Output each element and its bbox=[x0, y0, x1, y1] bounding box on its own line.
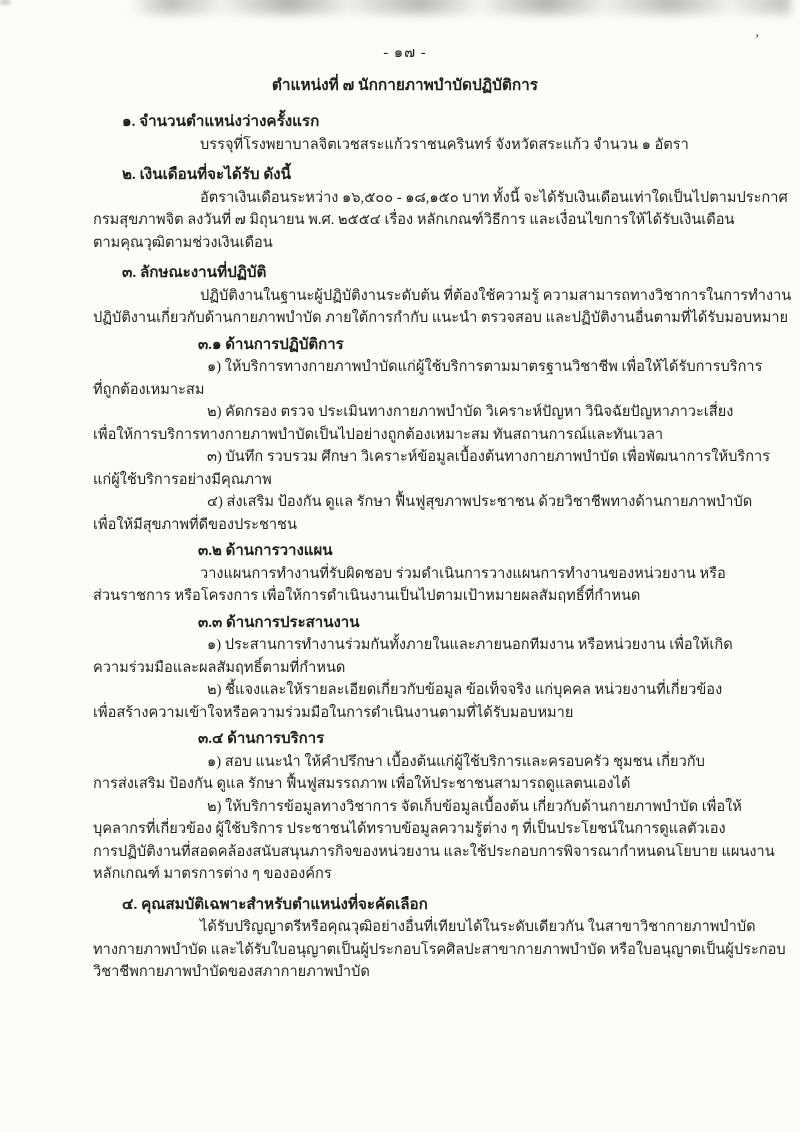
list-item-line: ๑) ประสานการทำงานร่วมกันทั้งภายในและภายนอกทีมงาน หรือหน่วยงาน เพื่อให้เกิด bbox=[207, 637, 733, 653]
text-line: แก่ผู้ใช้บริการอย่างมีคุณภาพ bbox=[93, 471, 272, 488]
text-line: ที่ถูกต้องเหมาะสม bbox=[93, 381, 205, 398]
subsection-heading: ๓.๑ ด้านการปฏิบัติการ bbox=[198, 336, 344, 353]
list-item-line: ๔) ส่งเสริม ป้องกัน ดูแล รักษา ฟื้นฟูสุขภาพประชาชน ด้วยวิชาชีพทางด้านกายภาพบำบัด bbox=[207, 494, 753, 510]
subsection-heading: ๓.๔ ด้านการบริการ bbox=[198, 731, 325, 747]
list-item-line: ๑) สอบ แนะนำ ให้คำปรึกษา เบื้องต้นแก่ผู้ใช้บริการและครอบครัว ชุมชน เกี่ยวกับ bbox=[207, 753, 705, 770]
list-item-line: ๒) ชี้แจงและให้รายละเอียดเกี่ยวกับข้อมูล ข้อเท็จจริง แก่บุคคล หน่วยงานที่เกี่ยวข้อง bbox=[207, 682, 723, 698]
page-number: - ๑๗ - bbox=[383, 45, 427, 61]
subsection-heading: ๓.๒ ด้านการวางแผน bbox=[198, 543, 333, 559]
list-item-line: ๑) ให้บริการทางกายภาพบำบัดแก่ผู้ใช้บริการตามมาตรฐานวิชาชีพ เพื่อให้ได้รับการบริการ bbox=[207, 359, 763, 375]
section-heading: ๒. เงินเดือนที่จะได้รับ ดังนี้ bbox=[122, 166, 291, 183]
scan-mark: , bbox=[754, 23, 762, 41]
text-line: ตามคุณวุฒิตามช่วงเงินเดือน bbox=[93, 234, 273, 251]
text-line: การปฏิบัติงานที่สอดคล้องสนับสนุนภารกิจของหน่วยงาน และใช้ประกอบการพิจารณากำหนดนโยบาย แผนงาน bbox=[93, 843, 775, 860]
document-body bbox=[60, 0, 792, 984]
section-heading: ๑. จำนวนตำแหน่งว่างครั้งแรก bbox=[122, 113, 320, 130]
section-heading: ๓. ลักษณะงานที่ปฏิบัติ bbox=[122, 264, 267, 281]
paragraph-line: อัตราเงินเดือนระหว่าง ๑๖,๕๐๐ - ๑๘,๑๕๐ บาท ทั้งนี้ จะได้รับเงินเดือนเท่าใดเป็นไปตามประกาศ bbox=[200, 189, 788, 206]
text-line: ทางกายภาพบำบัด และได้รับใบอนุญาตเป็นผู้ประกอบโรคศิลปะสาขากายภาพบำบัด หรือใบอนุญาตเป็นผู้ประกอบ bbox=[93, 941, 786, 958]
section-heading: ๔. คุณสมบัติเฉพาะสำหรับตำแหน่งที่จะคัดเลือก bbox=[122, 895, 428, 913]
text-line: หลักเกณฑ์ มาตรการต่าง ๆ ขององค์กร bbox=[93, 866, 332, 882]
text-line: เพื่อให้การบริการทางกายภาพบำบัดเป็นไปอย่างถูกต้องเหมาะสม ทันสถานการณ์และทันเวลา bbox=[93, 426, 664, 443]
text-line: กรมสุขภาพจิต ลงวันที่ ๗ มิถุนายน พ.ศ. ๒๕๕๔ เรื่อง หลักเกณฑ์วิธีการ และเงื่อนไขการให้ได้รับเงินเดือน bbox=[93, 212, 735, 228]
text-line: บุคลากรที่เกี่ยวข้อง ผู้ใช้บริการ ประชาชนได้ทราบข้อมูลความรู้ต่าง ๆ ที่เป็นประโยชน์ในการดูแลตัวเอง bbox=[93, 821, 726, 837]
text-line: เพื่อสร้างความเข้าใจหรือความร่วมมือในการดำเนินงานตามที่ได้รับมอบหมาย bbox=[93, 704, 574, 721]
list-item-line: ๓) บันทึก รวบรวม ศึกษา วิเคราะห์ข้อมูลเบื้องต้นทางกายภาพบำบัด เพื่อพัฒนาการให้บริการ bbox=[207, 449, 771, 465]
subsection-heading: ๓.๓ ด้านการประสานงาน bbox=[198, 614, 360, 631]
paragraph-line: ได้รับปริญญาตรีหรือคุณวุฒิอย่างอื่นที่เทียบได้ในระดับเดียวกัน ในสาขาวิชากายภาพบำบัด bbox=[200, 919, 756, 935]
list-item-line: ๒) ให้บริการข้อมูลทางวิชาการ จัดเก็บข้อมูลเบื้องต้น เกี่ยวกับด้านกายภาพบำบัด เพื่อให้ bbox=[207, 798, 742, 815]
list-item-line: ๒) คัดกรอง ตรวจ ประเมินทางกายภาพบำบัด วิเคราะห์ปัญหา วินิจฉัยปัญหาภาวะเสี่ยง bbox=[207, 404, 734, 420]
text-line: ปฏิบัติงานเกี่ยวกับด้านกายภาพบำบัด ภายใต้การกำกับ แนะนำ ตรวจสอบ และปฏิบัติงานอื่นตามที่ได้รับมอบหมาย bbox=[93, 310, 789, 326]
text-line: เพื่อให้มีสุขภาพที่ดีของประชาชน bbox=[93, 516, 297, 533]
paragraph-line: บรรจุที่โรงพยาบาลจิตเวชสระแก้วราชนครินทร์ จังหวัดสระแก้ว จำนวน ๑ อัตรา bbox=[200, 136, 689, 153]
scan-artifact-corner bbox=[0, 0, 10, 4]
document-title: ตำแหน่งที่ ๗ นักกายภาพบำบัดปฏิบัติการ bbox=[271, 76, 539, 94]
text-line: วิชาชีพกายภาพบำบัดของสภากายภาพบำบัด bbox=[93, 964, 370, 980]
paragraph-line: ปฏิบัติงานในฐานะผู้ปฏิบัติงานระดับต้น ที่ต้องใช้ความรู้ ความสามารถทางวิชาการในการทำงาน bbox=[200, 287, 792, 304]
paragraph-line: วางแผนการทำงานที่รับผิดชอบ ร่วมดำเนินการวางแผนการทำงานของหน่วยงาน หรือ bbox=[200, 565, 726, 582]
text-line: การส่งเสริม ป้องกัน ดูแล รักษา ฟื้นฟูสมรรถภาพ เพื่อให้ประชาชนสามารถดูแลตนเองได้ bbox=[93, 776, 631, 792]
text-line: ส่วนราชการ หรือโครงการ เพื่อให้การดำเนินงานเป็นไปตามเป้าหมายผลสัมฤทธิ์ที่กำหนด bbox=[93, 588, 641, 604]
text-line: ความร่วมมือและผลสัมฤทธิ์ตามที่กำหนด bbox=[93, 659, 346, 676]
